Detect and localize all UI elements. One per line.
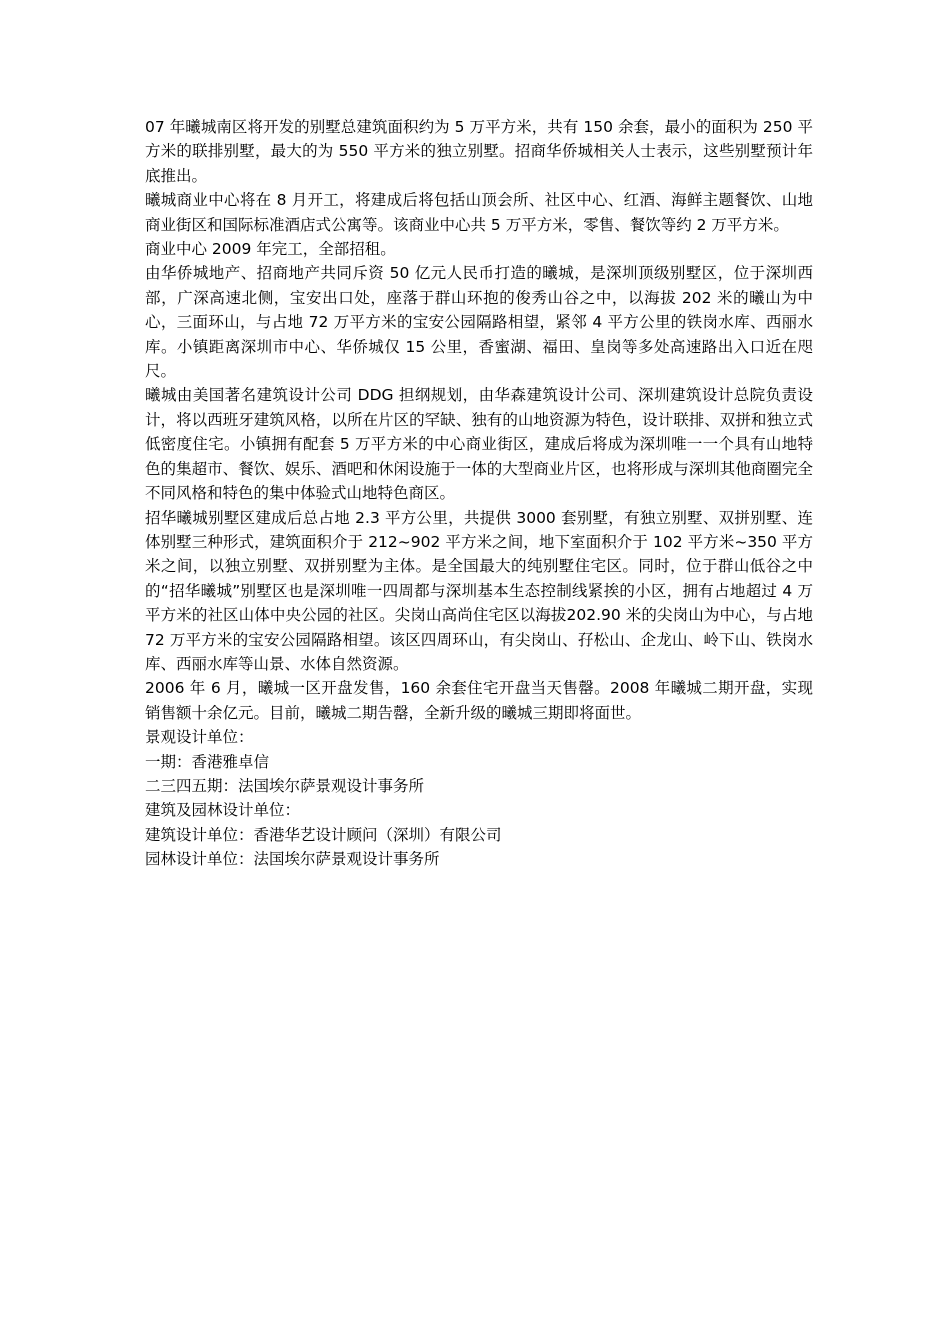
paragraph-location: 由华侨城地产、招商地产共同斥资 50 亿元人民币打造的曦城，是深圳顶级别墅区，位于深圳西部，广深高速北侧，宝安出口处，座落于群山环抱的俊秀山谷之中，以海拔 202 米的曦山为中心，三面环山，与占地 72 万平方米的宝安公园隔路相望，紧邻 4 平方公里的铁岗水库、西丽水库。小镇距离深圳市中心、华侨城仅 15 公里，香蜜湖、福田、皇岗等多处高速路出入口近在咫尺。 [145, 264, 813, 381]
landscape-phase-one: 一期：香港雅卓信 [145, 752, 270, 771]
landscape-design-heading: 景观设计单位： [145, 728, 254, 747]
paragraph-commercial-completion: 商业中心 2009 年完工，全部招租。 [145, 240, 396, 259]
paragraph-villa-area: 招华曦城别墅区建成后总占地 2.3 平方公里，共提供 3000 套别墅，有独立别墅、双拼别墅、连体别墅三种形式，建筑面积介于 212~902 平方米之间，地下室面积介于 102 平方米~350 平方米之间，以独立别墅、双拼别墅为主体。是全国最大的纯别墅住宅区。同时，位于群山低谷之中的“招华曦城”别墅区也是深圳唯一四周都与深圳基本生态控制线紧挨的小区，拥有占地超过 4 万平方米的社区山体中央公园的社区。尖岗山高尚住宅区以海拔202.90 米的尖岗山为中心，与占地 72 万平方米的宝安公园隔路相望。该区四周环山，有尖岗山、孖松山、企龙山、岭下山、铁岗水库、西丽水库等山景、水体自然资源。 [145, 508, 813, 673]
garden-design-unit: 园林设计单位：法国埃尔萨景观设计事务所 [145, 850, 440, 869]
paragraph-south-villas: 07 年曦城南区将开发的别墅总建筑面积约为 5 万平方米，共有 150 余套，最小的面积为 250 平方米的联排别墅，最大的为 550 平方米的独立别墅。招商华侨城相关人士表示，这些别墅预计年底推出。 [145, 118, 813, 185]
architecture-garden-heading: 建筑及园林设计单位： [145, 801, 301, 820]
landscape-phase-two-to-five: 二三四五期：法国埃尔萨景观设计事务所 [145, 776, 425, 795]
architecture-design-unit: 建筑设计单位：香港华艺设计顾问（深圳）有限公司 [145, 825, 502, 844]
paragraph-commercial-center: 曦城商业中心将在 8 月开工，将建成后将包括山顶会所、社区中心、红酒、海鲜主题餐饮、山地商业街区和国际标准酒店式公寓等。该商业中心共 5 万平方米，零售、餐饮等约 2 万平方米。 [145, 191, 813, 234]
paragraph-design: 曦城由美国著名建筑设计公司 DDG 担纲规划，由华森建筑设计公司、深圳建筑设计总院负责设计，将以西班牙建筑风格，以所在片区的罕缺、独有的山地资源为特色，设计联排、双拼和独立式低密度住宅。小镇拥有配套 5 万平方米的中心商业街区，建成后将成为深圳唯一一个具有山地特色的集超市、餐饮、娱乐、酒吧和休闲设施于一体的大型商业片区，也将形成与深圳其他商圈完全不同风格和特色的集中体验式山地特色商区。 [145, 386, 813, 503]
document-body [145, 115, 813, 872]
paragraph-sales: 2006 年 6 月，曦城一区开盘发售，160 余套住宅开盘当天售罄。2008 年曦城二期开盘，实现销售额十余亿元。目前，曦城二期告罄，全新升级的曦城三期即将面世。 [145, 679, 813, 722]
